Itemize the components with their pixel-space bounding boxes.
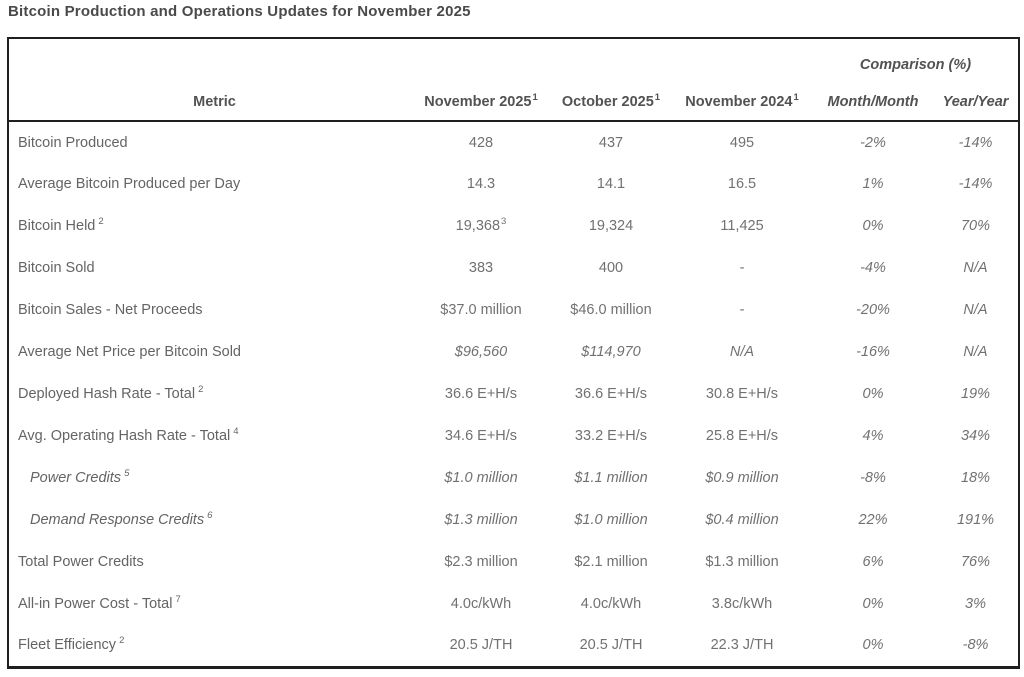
table-row	[8, 247, 1019, 289]
column-header-label: Month/Month	[827, 94, 919, 110]
metric-label: Bitcoin Sold	[18, 260, 95, 276]
value-cell: N/A	[729, 344, 755, 360]
column-header-november-2024	[671, 78, 813, 121]
value-cell: -14%	[958, 176, 993, 192]
value-cell: N/A	[963, 260, 988, 276]
table-row	[8, 373, 1019, 415]
column-header-label: Year/Year	[942, 94, 1009, 110]
value-cell: $96,560	[454, 344, 508, 360]
column-header-metric	[8, 78, 411, 121]
value-cell: 36.6 E+H/s	[574, 386, 648, 402]
metric-label: Bitcoin Held $^2$	[18, 216, 104, 234]
value-cell: -16%	[856, 344, 890, 360]
comparison-header: Comparison (%)	[859, 56, 972, 73]
value-cell: N/A	[963, 302, 988, 318]
metric-label: Total Power Credits	[18, 554, 144, 570]
column-header-year-year	[933, 78, 1019, 121]
metric-label: Bitcoin Produced	[18, 134, 128, 151]
value-cell: -20%	[856, 302, 890, 318]
value-cell: -4%	[860, 260, 886, 276]
table-row	[8, 583, 1019, 625]
column-header-label: November 2024	[685, 94, 793, 110]
value-cell: 191%	[956, 512, 995, 528]
table-row	[8, 541, 1019, 583]
metric-label: Bitcoin Sales - Net Proceeds	[18, 302, 203, 318]
footnote-superscript: 1	[532, 92, 538, 104]
value-cell: 34%	[960, 428, 991, 444]
column-header-month-month	[813, 78, 933, 121]
column-header-november-2025	[411, 78, 551, 121]
value-cell: 20.5 J/TH	[449, 637, 513, 654]
value-cell: -2%	[860, 134, 886, 151]
value-cell: $114,970	[581, 344, 641, 360]
metric-label: Average Bitcoin Produced per Day	[18, 176, 241, 192]
value-cell: -8%	[962, 637, 989, 654]
value-cell: 4.0c/kWh	[450, 596, 512, 612]
footnote-superscript: 7	[175, 594, 181, 606]
table-row	[8, 625, 1019, 667]
footnote-superscript: 6	[207, 510, 213, 522]
footnote-superscript: 5	[124, 468, 130, 480]
footnote-superscript: 2	[98, 216, 104, 228]
header-spacer	[8, 38, 813, 78]
value-cell: $1.3 million	[444, 512, 518, 528]
value-cell: $1.3 million	[705, 554, 779, 570]
value-cell: 495	[729, 134, 755, 151]
footnote-superscript: 1	[654, 92, 661, 104]
value-cell: 20.5 J/TH	[579, 637, 643, 654]
value-cell: 3%	[965, 596, 986, 612]
value-cell: 30.8 E+H/s	[705, 386, 779, 402]
table-row	[8, 457, 1019, 499]
value-cell: $1.0 million	[574, 512, 648, 528]
footnote-superscript: 2	[198, 384, 204, 396]
value-cell: $0.9 million	[705, 470, 779, 486]
value-cell: $0.4 million	[705, 512, 779, 528]
value-cell: 25.8 E+H/s	[705, 428, 779, 444]
value-cell: N/A	[963, 344, 988, 360]
value-cell: 0%	[862, 637, 884, 654]
value-cell: 383	[468, 260, 494, 276]
value-cell: $2.3 million	[444, 554, 518, 570]
value-cell: 33.2 E+H/s	[574, 428, 648, 444]
table-row	[8, 163, 1019, 205]
value-cell: 19,324	[588, 218, 634, 234]
metric-label: Avg. Operating Hash Rate - Total $^4$	[18, 426, 239, 444]
table-row	[8, 331, 1019, 373]
value-cell: 22%	[858, 512, 888, 528]
table-row	[8, 121, 1019, 163]
value-cell: 16.5	[727, 176, 757, 192]
page-title: Bitcoin Production and Operations Updates for November 2025	[8, 3, 471, 20]
value-cell: 4%	[862, 428, 884, 444]
value-cell: 36.6 E+H/s	[444, 386, 518, 402]
footnote-superscript: 3	[501, 216, 507, 228]
value-cell: 14.3	[466, 176, 496, 192]
table-row	[8, 415, 1019, 457]
footnote-superscript: 2	[119, 635, 125, 647]
value-cell: 428	[468, 134, 494, 151]
comparison-header-row	[8, 38, 1019, 78]
value-cell: 400	[598, 260, 624, 276]
value-cell: $37.0 million	[440, 302, 522, 318]
value-cell: 0%	[862, 218, 884, 234]
value-cell: 19%	[960, 386, 991, 402]
value-cell: 70%	[960, 218, 991, 234]
value-cell: $1.0 million	[444, 470, 518, 486]
table-row	[8, 499, 1019, 541]
value-cell: 437	[598, 134, 624, 151]
value-cell: 0%	[862, 386, 884, 402]
value-cell: 1%	[862, 176, 884, 192]
table-body	[8, 121, 1019, 667]
value-cell: 18%	[960, 470, 991, 486]
value-cell: $46.0 million	[570, 302, 652, 318]
value-cell: 34.6 E+H/s	[444, 428, 518, 444]
value-cell: 6%	[862, 554, 884, 570]
column-header-october-2025	[551, 78, 671, 121]
metrics-table	[7, 37, 1020, 669]
value-cell: -8%	[860, 470, 886, 486]
footnote-superscript: 4	[233, 426, 239, 438]
column-header-label: Metric	[193, 94, 236, 110]
value-cell: 11,425	[720, 218, 764, 234]
value-cell: 4.0c/kWh	[580, 596, 642, 612]
table-header	[8, 38, 1019, 121]
column-header-label: October 2025	[561, 94, 654, 110]
metric-label: Demand Response Credits $^6$	[30, 510, 213, 528]
value-cell: 14.1	[596, 176, 626, 192]
metric-label: All-in Power Cost - Total $^7$	[18, 594, 181, 612]
table-row	[8, 289, 1019, 331]
column-header-label: November 2025	[424, 94, 532, 110]
value-cell: 22.3 J/TH	[710, 637, 774, 654]
value-cell: $1.1 million	[574, 470, 648, 486]
value-cell: -	[739, 260, 745, 276]
footnote-superscript: 1	[793, 92, 799, 104]
value-cell: -	[739, 302, 745, 318]
value-cell: 19,368$^3$	[455, 216, 507, 234]
value-cell: 3.8c/kWh	[711, 596, 773, 612]
metric-label: Deployed Hash Rate - Total $^2$	[18, 384, 204, 402]
value-cell: $2.1 million	[574, 554, 648, 570]
metric-label: Power Credits $^5$	[30, 468, 130, 486]
table-row	[8, 205, 1019, 247]
value-cell: 0%	[862, 596, 884, 612]
metric-label: Fleet Efficiency $^2$	[18, 635, 125, 654]
value-cell: -14%	[958, 134, 993, 151]
metric-label: Average Net Price per Bitcoin Sold	[18, 344, 241, 360]
column-header-row	[8, 78, 1019, 121]
value-cell: 76%	[960, 554, 991, 570]
